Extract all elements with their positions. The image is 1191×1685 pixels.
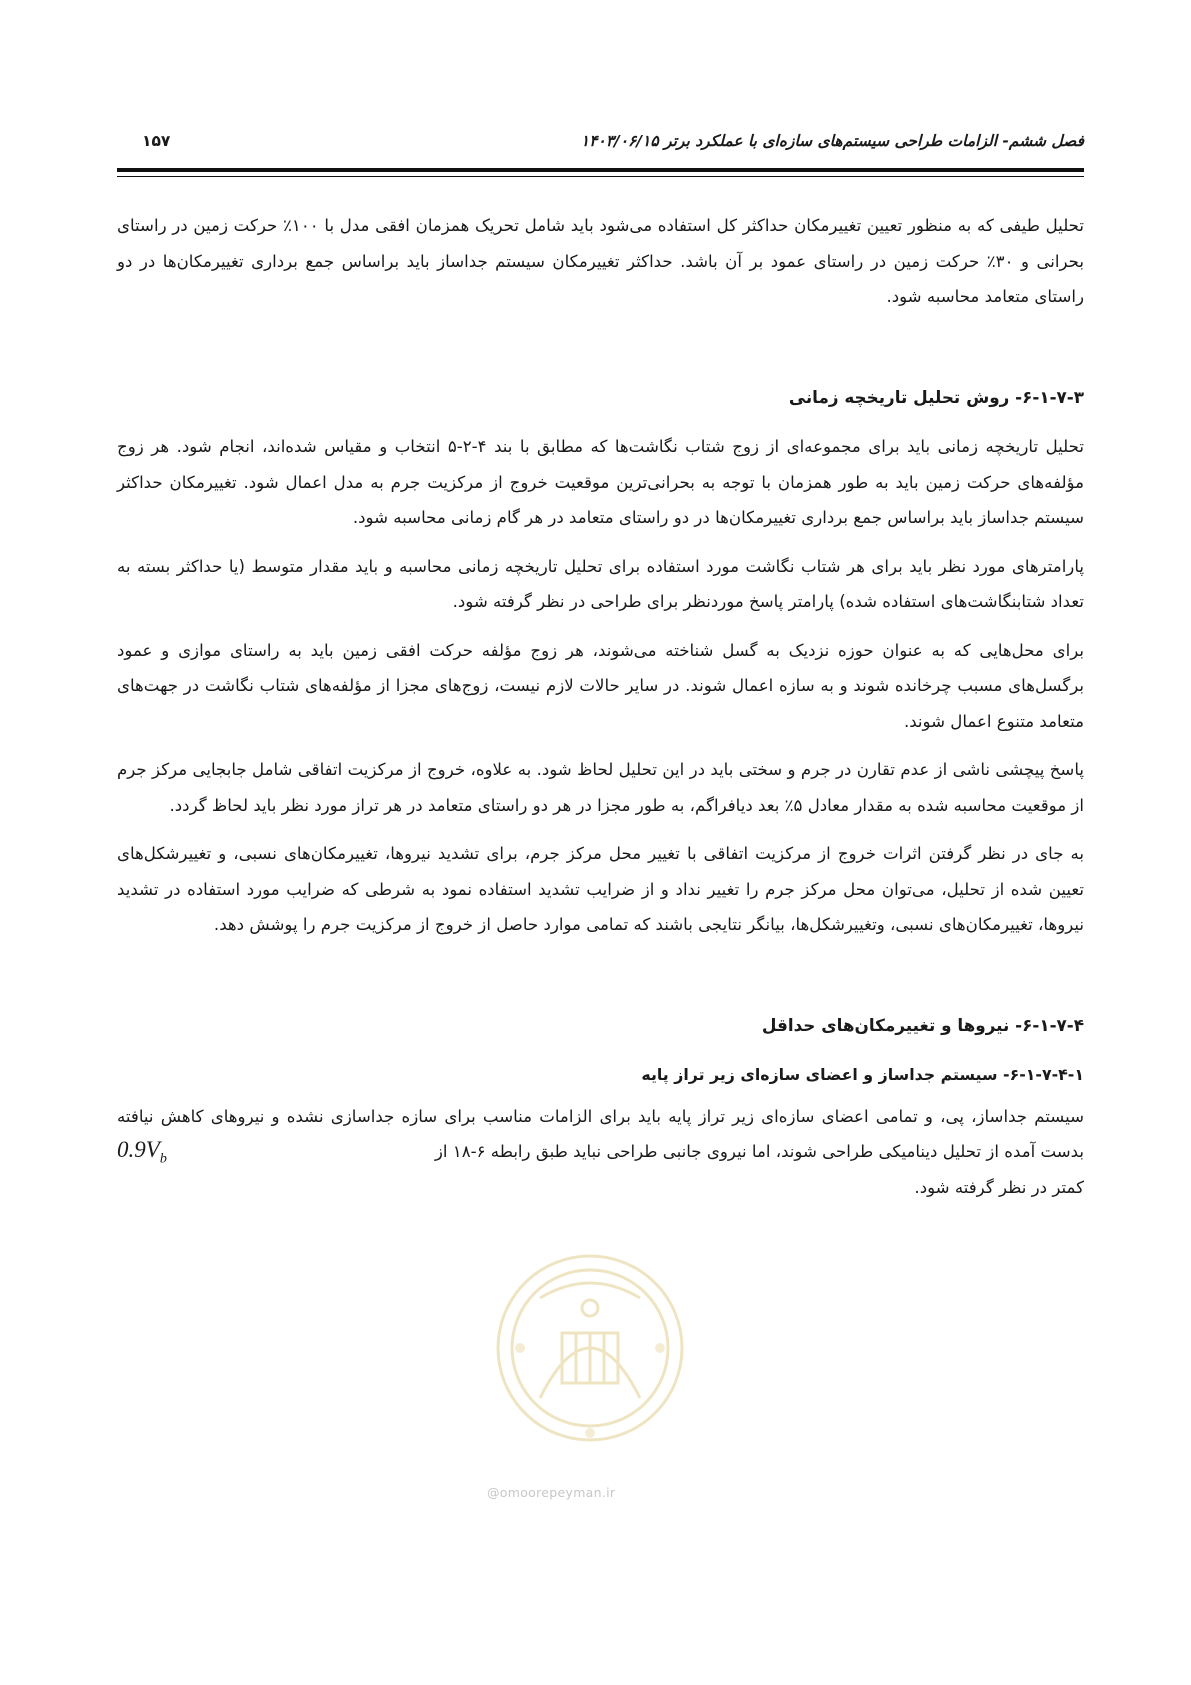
paragraph-torsional-response: پاسخ پیچشی ناشی از عدم تقارن در جرم و سختی باید در این تحلیل لحاظ شود. به علاوه، خروج از مرکزیت اتفاقی شامل جابجایی مرکز جرم از موقعیت محاسبه شده به مقدار معادل ۵٪ بعد دیافراگم، به طور مجزا در هر دو راستای متعامد در هر تراز مورد نظر باید لحاظ گردد.	[117, 760, 1084, 815]
page-header	[117, 128, 1084, 156]
section-heading-minimum-forces: ۶-۱-۷-۴- نیروها و تغییرمکان‌های حداقل	[761, 1014, 1084, 1035]
paragraph-amplification-factors: به جای در نظر گرفتن اثرات خروج از مرکزیت اتفاقی با تغییر محل مرکز جرم، برای تشدید نیروها، تغییرمکان‌های نسبی، و تغییرشکل‌های تعیین شده از تحلیل، می‌توان محل مرکز جرم را تغییر نداد و از ضرایب تشدید استفاده نمود به شرطی که ضرایب مورد استفاده در تشدید نیروها، تغییرمکان‌های نسبی، وتغییرشکل‌ها، بیانگر نتایجی باشند که تمامی موارد حاصل از خروج از مرکزیت جرم را پوشش دهد.	[117, 844, 1084, 934]
paragraph-near-fault: برای محل‌هایی که به عنوان حوزه نزدیک به گسل شناخته می‌شوند، هر زوج مؤلفه حرکت افقی زمین باید به راستای موازی و عمود برگسل‌های مسبب چرخانده شوند و به سازه اعمال شوند. در سایر حالات لازم نیست، زوج‌های مجزا از مؤلفه‌های شتاب نگاشت در جهت‌های متعامد متنوع اعمال شوند.	[117, 640, 1084, 731]
paragraph-isolation-end: کمتر در نظر گرفته شود.	[914, 1177, 1084, 1197]
watermark-url: @omoorepeyman.ir	[487, 1485, 616, 1500]
page-content	[117, 208, 1084, 1218]
formula-subscript: b	[159, 1151, 167, 1167]
page-number: ۱۵۷	[142, 132, 171, 150]
paragraph-time-history-records: تحلیل تاریخچه زمانی باید برای مجموعه‌ای از زوج شتاب نگاشت‌ها که مطابق با بند ۴-۲-۵ انتخاب و مقیاس شده‌اند، انجام شود. هر زوج مؤلفه‌های حرکت زمین باید به طور همزمان با توجه به بحرانی‌ترین موقعیت خروج از مرکزیت جرم به مدل اعمال شود. تغییرمکان حداکثر سیستم جداساز باید براساس جمع برداری تغییرمکان‌ها در دو راستای متعامد در هر گام زمانی محاسبه شود.	[117, 437, 1084, 527]
subsection-heading-isolation-system: ۶-۱-۷-۴-۱- سیستم جداساز و اعضای سازه‌ای زیر تراز پایه	[641, 1065, 1084, 1084]
paragraph-response-parameters: پارامترهای مورد نظر باید برای هر شتاب نگاشت مورد استفاده برای تحلیل تاریخچه زمانی محاسبه و باید مقدار متوسط (یا حداکثر بسته به تعداد شتابنگاشت‌های استفاده شده) پارامتر پاسخ موردنظر برای طراحی در نظر گرفته شود.	[117, 556, 1084, 611]
watermark-logo	[480, 1238, 700, 1468]
paragraph-isolation-design	[117, 1099, 1084, 1206]
formula-base-shear	[117, 1132, 167, 1177]
header-title: فصل ششم- الزامات طراحی سیستم‌های سازه‌ای با عملکرد برتر ۱۴۰۳/۰۶/۱۵	[580, 132, 1084, 150]
formula-main: 0.9V	[117, 1137, 160, 1162]
header-rule-thick	[117, 168, 1084, 172]
paragraph-spectral-analysis: تحلیل طیفی که به منظور تعیین تغییرمکان حداکثر کل استفاده می‌شود باید شامل تحریک همزمان افقی مدل با ۱۰۰٪ حرکت زمین در راستای بحرانی و ۳۰٪ حرکت زمین در راستای عمود بر آن باشد. حداکثر تغییرمکان سیستم جداساز باید براساس جمع برداری تغییرمکان‌ها در دو راستای متعامد محاسبه شود.	[117, 216, 1085, 306]
paragraph-isolation-text: سیستم جداساز، پی، و تمامی اعضای سازه‌ای زیر تراز پایه باید برای الزامات مناسب برای سازه جداسازی نشده و نیروهای کاهش نیافته بدست آمده از تحلیل دینامیکی طراحی شوند، اما نیروی جانبی طراحی نباید طبق رابطه ۶-۱۸ از	[117, 1106, 1084, 1161]
header-rule-thin	[117, 176, 1084, 177]
section-heading-time-history: ۶-۱-۷-۳- روش تحلیل تاریخچه زمانی	[788, 386, 1084, 407]
